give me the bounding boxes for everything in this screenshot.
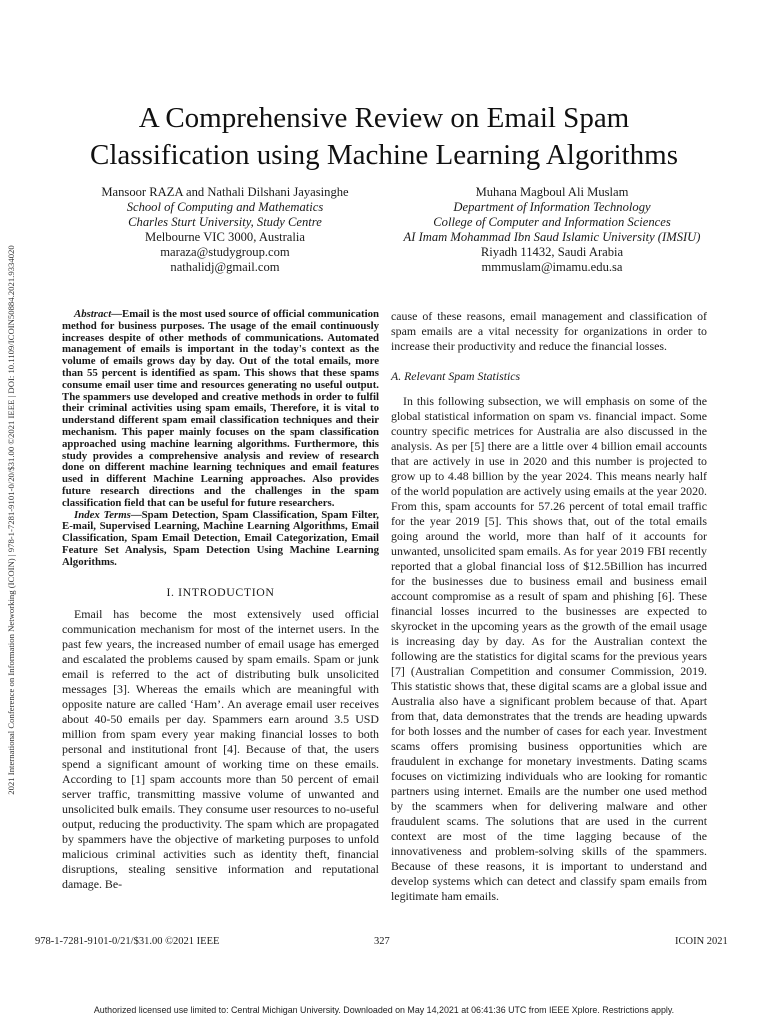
index-terms-label: Index Terms: [74, 508, 131, 521]
author-names: Mansoor RAZA and Nathali Dilshani Jayasinghe: [101, 185, 349, 199]
left-column: [62, 309, 379, 892]
right-column: [391, 309, 707, 904]
abstract: [62, 309, 379, 510]
title-line-1: A Comprehensive Review on Email Spam: [138, 102, 630, 134]
footer-isbn: 978-1-7281-9101-0/21/$31.00 ©2021 IEEE: [35, 936, 220, 947]
license-notice: Authorized licensed use limited to: Central Michigan University. Downloaded on May 14,2021 at 06:41:36 UTC from IEEE Xplore. Restrictions apply.: [93, 1005, 675, 1015]
subsection-heading: A. Relevant Spam Statistics: [391, 369, 521, 383]
author-department: School of Computing and Mathematics: [126, 200, 324, 214]
author-email: nathalidj@gmail.com: [170, 260, 280, 274]
author-block-right: [372, 185, 732, 275]
abstract-body: —Email is the most used source of official communication method for business purposes. The usage of the email continuously increases despite of other methods of communications. Automated management of emails is important in the today's context as the volume of emails grows day by day. Out of the total emails, more than 55 percent is identified as spam. This shows that these spams consume email user time and resources generating no useful output. The spammers use developed and creative methods in order to fulfil their criminal activities using spam emails, Therefore, it is vital to understand different spam email classification techniques and their mechanism. This paper mainly focuses on the spam classification approached using machine learning algorithms. Furthermore, this study provides a comprehensive analysis and review of research done on different machine learning techniques and email features used in different Machine Learning approaches. Also provides future research directions and the challenges in the spam classification field that can be useful for future researchers.: [62, 308, 379, 509]
author-department: Department of Information Technology: [453, 200, 651, 214]
author-organization: Charles Sturt University, Study Centre: [128, 215, 322, 229]
author-university: AI Imam Mohammad Ibn Saud Islamic University (IMSIU): [403, 230, 701, 244]
author-block-left: [60, 185, 390, 275]
abstract-label: Abstract: [74, 308, 112, 320]
footer-conference: ICOIN 2021: [675, 936, 728, 947]
author-email: mmmuslam@imamu.edu.sa: [481, 260, 623, 274]
section-heading-introduction: I. INTRODUCTION: [166, 584, 275, 599]
author-address: Riyadh 11432, Saudi Arabia: [480, 245, 624, 259]
side-citation-note: [3, 210, 19, 830]
paper-title: [40, 100, 728, 174]
right-paragraph-continued: cause of these reasons, email management and classification of spam emails are a vital necessity for organizations in order to increase their productivity and reduce the financial losses.: [391, 309, 707, 353]
page-number: 327: [374, 936, 390, 947]
author-college: College of Computer and Information Sciences: [433, 215, 671, 229]
title-line-2: Classification using Machine Learning Algorithms: [90, 139, 678, 171]
author-address: Melbourne VIC 3000, Australia: [145, 230, 305, 244]
intro-paragraph: Email has become the most extensively used official communication mechanism for most of the internet users. In the past few years, the increased number of email usage has emerged and escalated the problems caused by spam emails. Spam or junk email is referred to the act of distributing bulk unsolicited messages [3]. Whereas the emails which are meaningful with opposite nature are called ‘Ham’. An average email user receives about 40-50 emails per day. Spammers earn around 3.5 USD million from spam every year making financial losses to both personal and institutional front [4]. Because of that, the users spend a significant amount of working time on these emails. According to [1] spam accounts more than 50 percent of email server traffic, transmitting massive volume of unwanted and unsolicited bulk emails. They consume user resources to no-useful output, reducing the productivity. The spam which are propagated by spammers have the objective of marketing purposes to unfold malicious criminal activities such as identity theft, financial disruptions, stealing sensitive information and reputational damage. Be-: [62, 606, 379, 891]
index-terms-body: —Spam Detection, Spam Classification, Spam Filter, E-mail, Supervised Learning, Machine Learning Algorithms, Email Classification, Spam Email Detection, Email Categorization, Email Feature Set Analysis, Spam Detection Using Machine Learning Algorithms.: [62, 508, 379, 568]
author-names: Muhana Magboul Ali Muslam: [475, 185, 629, 199]
author-email: maraza@studygroup.com: [160, 245, 290, 259]
index-terms: [62, 510, 379, 569]
statistics-paragraph: In this following subsection, we will emphasis on some of the global statistical information on spam vs. financial impact. Some country specific metrices for Australia are also discussed in the analysis. As per [5] there are a little over 4 billion email accounts that are actively in use in 2020 and this number is projected to grow up to 4.48 billion by the year 2024. This means nearly half of the world population are actively using emails at the year 2020. From this, spam accounts for 57.26 percent of total email traffic for the year 2019 [5]. This shows that, out of the total emails going around the world, more than half of it accounts for unwanted, unsolicited spam emails. As for year 2019 FBI recently reported that a global financial loss of $12.5Billion has incurred for the businesses due to business email and business email account compromise as a result of spam and phishing [6]. These financial losses incurred to the businesses are expected to skyrocket in the upcoming years as the growth of the email usage is increasing day by day. As for the Australian context the following are the statistics for digital scams for the previous years [7] (Australian Competition and consumer Commission, 2019. This statistic shows that, these digital scams are a global issue and Australia also have a significant problem because of that. Apart from that, data demonstrates that the trends are heading upwards for both losses and the number of cases for each year. Investment scams offers promising business opportunities which are fraudulent in exchange for monetary investments. Dating scams focuses on victimizing individuals who are looking for romantic partners using internet. Emails are the number one used method by the scammers when for delivering malware and other fraudulent scams. The solutions that are used in the current context are most of the time lagging because of the innovativeness and problem-solving skills of the spammers. Because of these reasons, it is important to understand and develop systems which can detect and classify spam emails from legitimate ham emails.: [391, 394, 707, 903]
side-citation-text: 2021 International Conference on Information Networking (ICOIN) | 978-1-7281-9101-0/20/$31.00 ©2021 IEEE | DOI: 10.1109/ICOIN50884.2021.9334020: [6, 245, 16, 795]
